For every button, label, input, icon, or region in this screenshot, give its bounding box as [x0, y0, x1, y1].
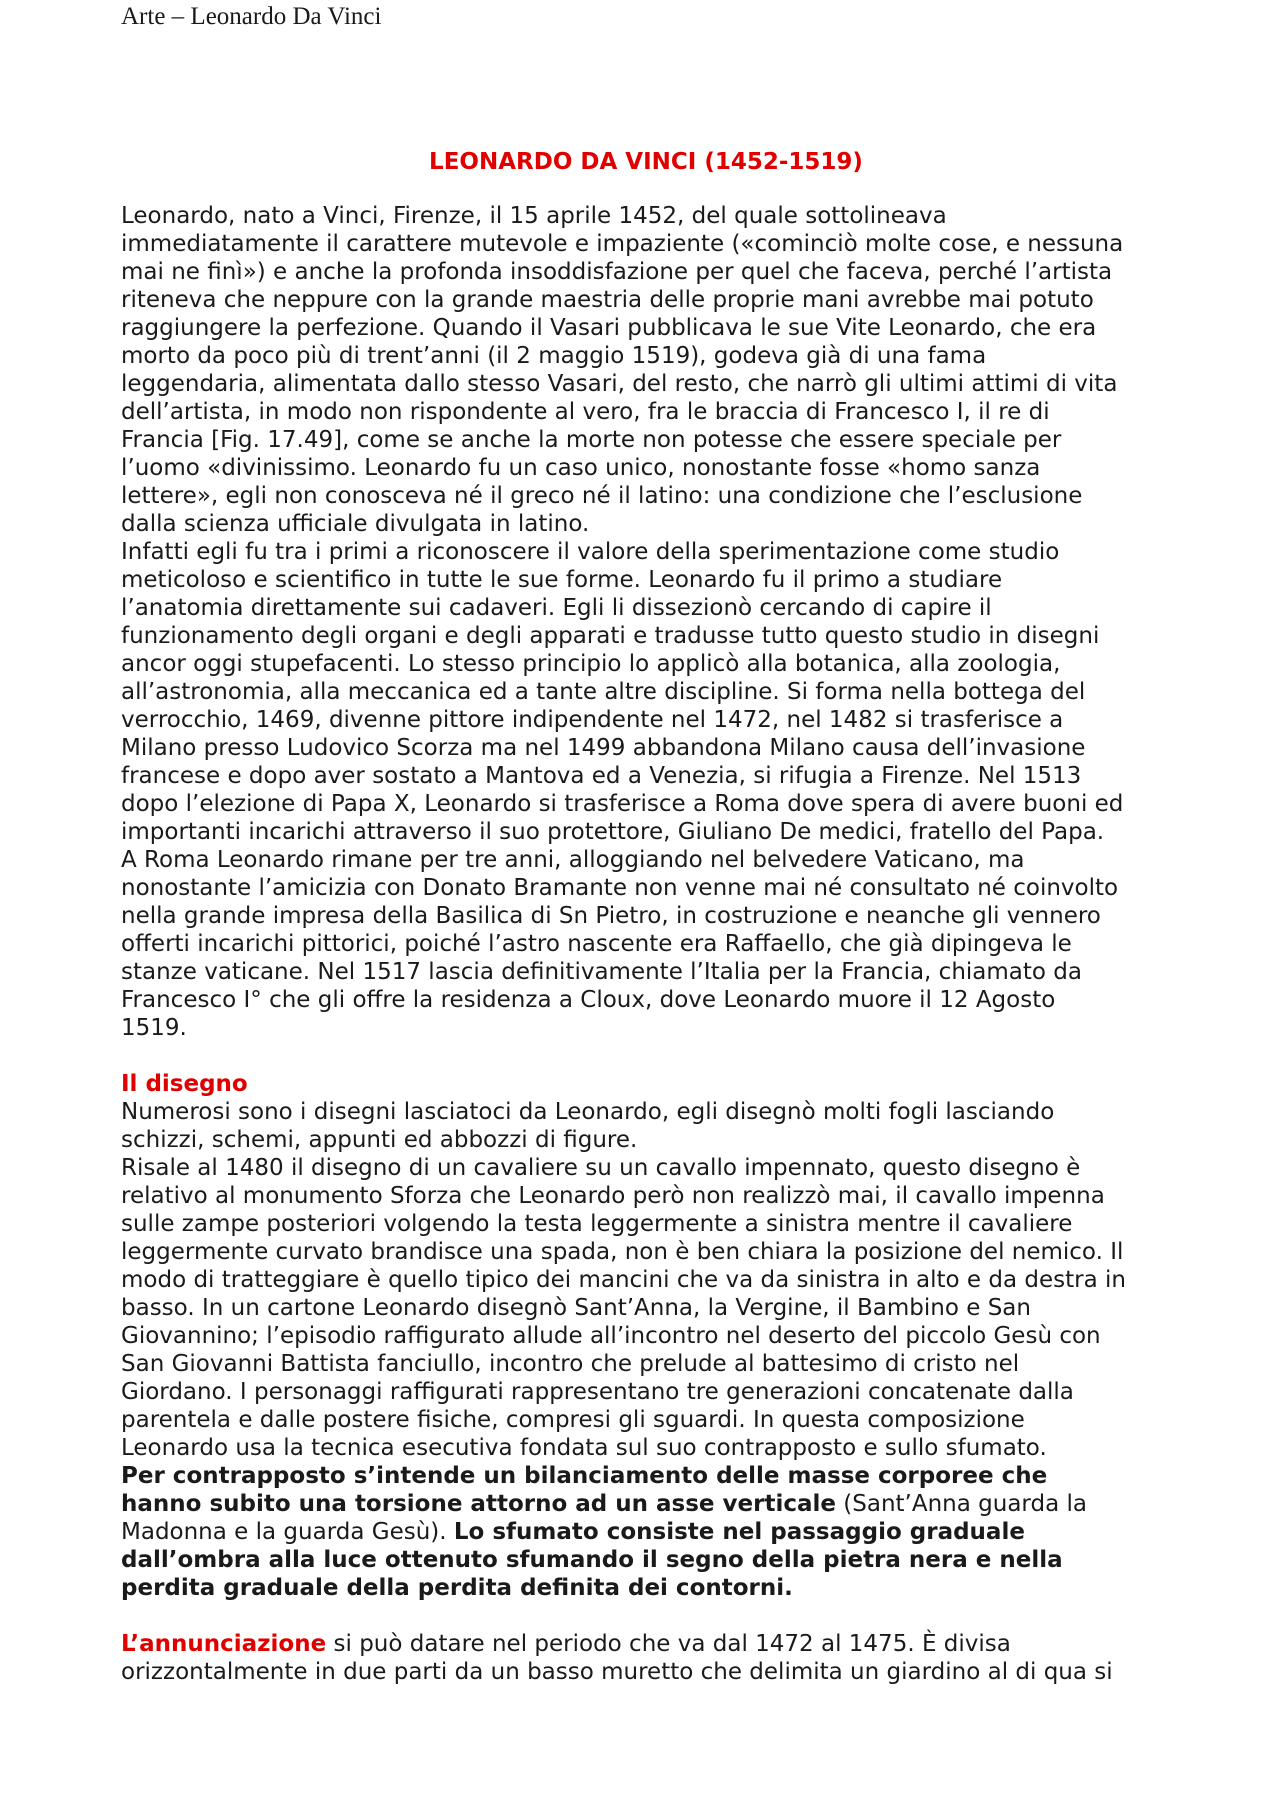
- text-line: Numerosi sono i disegni lasciatoci da Leonardo, egli disegnò molti fogli lasciando: [121, 1099, 1055, 1125]
- text-line: l’uomo «divinissimo. Leonardo fu un caso unico, nonostante fosse «homo sanza: [121, 455, 1041, 481]
- page-title: LEONARDO DA VINCI (1452-1519): [429, 149, 863, 175]
- annunciazione-paragraph: [121, 1630, 1171, 1686]
- text-line: Leonardo usa la tecnica esecutiva fondata sul suo contrapposto e sullo sfumato.: [121, 1435, 1047, 1461]
- text-line: dell’artista, in modo non rispondente al vero, fra le braccia di Francesco I, il re di: [121, 399, 1050, 425]
- text-line: Giovannino; l’episodio raffigurato allude all’incontro nel deserto del piccolo Gesù con: [121, 1323, 1101, 1349]
- text-line: immediatamente il carattere mutevole e impaziente («cominciò molte cose, e nessuna: [121, 231, 1124, 257]
- bold-definition-contrapposto-cont: hanno subito una torsione attorno ad un asse verticale: [121, 1491, 836, 1517]
- text-line: dalla scienza ufficiale divulgata in latino.: [121, 511, 590, 537]
- text-line: Infatti egli fu tra i primi a riconoscere il valore della sperimentazione come studio: [121, 539, 1060, 565]
- text-line: sulle zampe posteriori volgendo la testa leggermente a sinistra mentre il cavaliere: [121, 1211, 1073, 1237]
- text-line: leggermente curvato brandisce una spada, non è ben chiara la posizione del nemico. Il: [121, 1239, 1124, 1265]
- disegno-paragraph-2: [121, 1154, 1171, 1462]
- text-line: San Giovanni Battista fanciullo, incontro che prelude al battesimo di cristo nel: [121, 1351, 1020, 1377]
- paragraph-spacer: [121, 1042, 1171, 1070]
- text-line: dopo l’elezione di Papa X, Leonardo si trasferisce a Roma dove spera di avere buoni ed: [121, 791, 1124, 817]
- document-body: [121, 148, 1171, 1686]
- intro-paragraph-1: [121, 202, 1171, 538]
- text-line: [121, 1490, 1171, 1518]
- bold-definition-sfumato-end: perdita graduale della perdita definita dei contorni.: [121, 1575, 793, 1601]
- text-line: francese e dopo aver sostato a Mantova ed a Venezia, si rifugia a Firenze. Nel 1513: [121, 763, 1082, 789]
- text-line: relativo al monumento Sforza che Leonardo però non realizzò mai, il cavallo impenna: [121, 1183, 1105, 1209]
- text-run: Madonna e la guarda Gesù).: [121, 1519, 454, 1545]
- text-line: riteneva che neppure con la grande maestria delle proprie mani avrebbe mai potuto: [121, 287, 1094, 313]
- text-line: nonostante l’amicizia con Donato Bramante non venne mai né consultato né coinvolto: [121, 875, 1119, 901]
- text-line: Francia [Fig. 17.49], come se anche la morte non potesse che essere speciale per: [121, 427, 1062, 453]
- text-line: ancor oggi stupefacenti. Lo stesso principio lo applicò alla botanica, alla zoologia,: [121, 651, 1061, 677]
- text-line: Giordano. I personaggi raffigurati rappresentano tre generazioni concatenate dalla: [121, 1379, 1074, 1405]
- text-line: A Roma Leonardo rimane per tre anni, alloggiando nel belvedere Vaticano, ma: [121, 847, 1025, 873]
- text-run: (Sant’Anna guarda la: [835, 1491, 1087, 1517]
- text-line: [121, 1518, 1171, 1546]
- text-line: verrocchio, 1469, divenne pittore indipendente nel 1472, nel 1482 si trasferisce a: [121, 707, 1064, 733]
- contrapposto-sfumato-paragraph: [121, 1462, 1171, 1602]
- text-line: schizzi, schemi, appunti ed abbozzi di figure.: [121, 1127, 638, 1153]
- section-heading-disegno: Il disegno: [121, 1071, 248, 1097]
- text-line: meticoloso e scientifico in tutte le sue forme. Leonardo fu il primo a studiare: [121, 567, 1003, 593]
- text-line: parentela e dalle postere fisiche, compresi gli sguardi. In questa composizione: [121, 1407, 1025, 1433]
- text-line: basso. In un cartone Leonardo disegnò Sant’Anna, la Vergine, il Bambino e San: [121, 1295, 1031, 1321]
- text-line: raggiungere la perfezione. Quando il Vasari pubblicava le sue Vite Leonardo, che era: [121, 315, 1097, 341]
- intro-paragraph-2: [121, 538, 1171, 1042]
- page-header: Arte – Leonardo Da Vinci: [121, 3, 382, 30]
- text-line: Risale al 1480 il disegno di un cavaliere su un cavallo impennato, questo disegno è: [121, 1155, 1081, 1181]
- text-line: Francesco I° che gli offre la residenza a Cloux, dove Leonardo muore il 12 Agosto: [121, 987, 1056, 1013]
- text-line: leggendaria, alimentata dallo stesso Vasari, del resto, che narrò gli ultimi attimi di vita: [121, 371, 1118, 397]
- text-line: l’anatomia direttamente sui cadaveri. Egli li dissezionò cercando di capire il: [121, 595, 992, 621]
- text-line: importanti incarichi attraverso il suo protettore, Giuliano De medici, fratello del Papa.: [121, 819, 1105, 845]
- text-line: Milano presso Ludovico Scorza ma nel 1499 abbandona Milano causa dell’invasione: [121, 735, 1086, 761]
- bold-definition-contrapposto: Per contrapposto s’intende un bilanciamento delle masse corporee che: [121, 1463, 1048, 1489]
- text-run: si può datare nel periodo che va dal 1472 al 1475. È divisa: [326, 1631, 1011, 1657]
- paragraph-spacer: [121, 1602, 1171, 1630]
- text-line: offerti incarichi pittorici, poiché l’astro nascente era Raffaello, che già dipingeva le: [121, 931, 1072, 957]
- text-line: morto da poco più di trent’anni (il 2 maggio 1519), godeva già di una fama: [121, 343, 987, 369]
- text-line: funzionamento degli organi e degli apparati e tradusse tutto questo studio in disegni: [121, 623, 1100, 649]
- text-line: [121, 1630, 1171, 1658]
- text-line: Leonardo, nato a Vinci, Firenze, il 15 aprile 1452, del quale sottolineava: [121, 203, 947, 229]
- text-line: 1519.: [121, 1015, 187, 1041]
- text-line: nella grande impresa della Basilica di Sn Pietro, in costruzione e neanche gli vennero: [121, 903, 1101, 929]
- bold-definition-sfumato-cont: dall’ombra alla luce ottenuto sfumando il segno della pietra nera e nella: [121, 1547, 1063, 1573]
- text-line: mai ne finì») e anche la profonda insoddisfazione per quel che faceva, perché l’artista: [121, 259, 1113, 285]
- disegno-paragraph-1: [121, 1098, 1171, 1154]
- text-line: all’astronomia, alla meccanica ed a tante altre discipline. Si forma nella bottega del: [121, 679, 1086, 705]
- text-line: orizzontalmente in due parti da un basso muretto che delimita un giardino al di qua si: [121, 1659, 1113, 1685]
- bold-definition-sfumato: Lo sfumato consiste nel passaggio graduale: [453, 1519, 1025, 1545]
- text-line: lettere», egli non conosceva né il greco né il latino: una condizione che l’esclusione: [121, 483, 1083, 509]
- section-heading-annunciazione: L’annunciazione: [121, 1631, 327, 1657]
- text-line: modo di tratteggiare è quello tipico dei mancini che va da sinistra in alto e da destra in: [121, 1267, 1126, 1293]
- text-line: stanze vaticane. Nel 1517 lascia definitivamente l’Italia per la Francia, chiamato da: [121, 959, 1082, 985]
